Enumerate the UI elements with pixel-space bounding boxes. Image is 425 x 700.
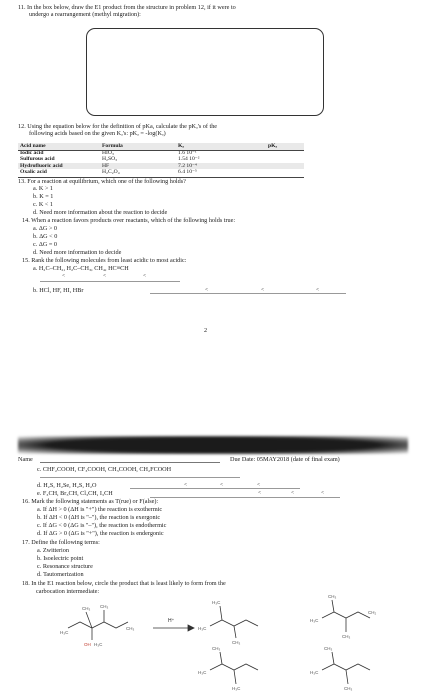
q16-option-a[interactable]: a. If ΔH > 0 (ΔH is "+") the reaction is exothermic xyxy=(37,506,163,513)
q14-stem: 14. When a reaction favors products over reactants, which of the following holds true: xyxy=(22,217,236,224)
rank-sign: < xyxy=(184,482,188,488)
table-cell: HF xyxy=(102,162,110,169)
q17-term-a: a. Zwitterion xyxy=(37,547,69,554)
table-cell: 1.54 10⁻² xyxy=(178,156,200,163)
q12-line1: 12. Using the equation below for the definition of pKa, calculate the pKₐ's of the xyxy=(18,123,218,130)
q15-option-d: d. H₂S, H₂Se, H₂S, H₂O xyxy=(37,482,97,489)
acid-table xyxy=(18,143,304,176)
q11-line1: 11. In the box below, draw the E1 product from the structure in problem 12, if it were to xyxy=(18,4,236,11)
q15-option-b: b. HCl, HF, HI, HBr xyxy=(33,287,84,294)
q13-option-c[interactable]: c. K < 1 xyxy=(33,201,53,208)
q15-option-e: e. F₃CH, Br₃CH, Cl₃CH, I₃CH xyxy=(37,490,113,497)
q15-stem: 15. Rank the following molecules from least acidic to most acidic: xyxy=(22,257,187,264)
label-ch3: CH₃ xyxy=(328,594,337,599)
label-oh: OH xyxy=(84,642,91,647)
table-cell: H₂C₂O₄ xyxy=(102,169,120,176)
label-ch3: CH₃ xyxy=(344,686,353,691)
rank-sign: < xyxy=(291,490,295,496)
table-cell[interactable] xyxy=(266,156,304,163)
redaction-bar xyxy=(18,436,408,454)
table-cell: Oxalic acid xyxy=(20,169,47,176)
table-header: Kₐ xyxy=(178,143,184,149)
q16-option-d[interactable]: d. If ΔG > 0 (ΔG is "+"), the reaction is endergonic xyxy=(37,530,164,537)
answer-line[interactable] xyxy=(150,497,340,498)
q18-line2: carbocation intermediate: xyxy=(36,588,100,595)
rank-sign: < xyxy=(143,273,147,279)
name-label: Name xyxy=(18,456,33,463)
label-h3c: H₃C xyxy=(232,686,241,691)
answer-line[interactable] xyxy=(40,477,240,478)
table-row xyxy=(18,163,304,170)
rank-sign: < xyxy=(62,273,66,279)
table-cell: HIO₃ xyxy=(102,149,114,156)
table-cell: 1.6 10⁻¹ xyxy=(178,149,197,156)
label-ch3: CH₃ xyxy=(100,604,109,609)
rank-sign: < xyxy=(321,490,325,496)
q15-option-c: c. CHF₂COOH, CF₃COOH, CH₃COOH, CH₂FCOOH xyxy=(37,466,172,473)
label-ch3: CH₃ xyxy=(126,626,135,631)
page-number: 2 xyxy=(204,327,208,334)
table-cell: 7.2 10⁻⁴ xyxy=(178,162,197,169)
table-header-row xyxy=(18,143,304,150)
label-ch3: CH₃ xyxy=(232,640,241,645)
table-cell: H₂SO₃ xyxy=(102,156,118,163)
table-cell[interactable] xyxy=(266,169,304,176)
q13-option-d[interactable]: d. Need more information about the reaction to decide xyxy=(33,209,168,216)
label-ch3: CH₃ xyxy=(212,646,221,651)
rank-sign: < xyxy=(205,287,209,293)
q16-stem: 16. Mark the following statements as T(rue) or F(alse): xyxy=(22,498,159,505)
table-rule xyxy=(18,150,304,151)
label-h3c: H₃C xyxy=(60,630,69,635)
rank-sign: < xyxy=(258,490,262,496)
table-header: Acid name xyxy=(20,143,46,149)
q14-option-a[interactable]: a. ΔG > 0 xyxy=(33,225,57,232)
label-h3c: H₃C xyxy=(310,618,319,623)
reactant-bonds xyxy=(68,622,128,628)
q17-term-b: b. Isoelectric point xyxy=(37,555,84,562)
rank-sign: < xyxy=(257,482,261,488)
q15-option-a: a. H₂C–CH₂, H₂C–CH₃, CH₄, HC≡CH xyxy=(33,265,129,272)
e1-reaction-scheme xyxy=(60,594,410,698)
table-header: Formula xyxy=(102,143,123,149)
table-cell: Iodic acid xyxy=(20,149,44,156)
q13-stem: 13. For a reaction at equilibrium, which one of the following holds? xyxy=(18,178,186,185)
q12-line2: following acids based on the given Kₐ's: pKₐ = -log(Kₐ) xyxy=(29,130,166,137)
rank-sign: < xyxy=(316,287,320,293)
table-cell: Sulfurous acid xyxy=(20,156,55,163)
q13-option-b[interactable]: b. K = 1 xyxy=(33,193,54,200)
due-date: Due Date: 05MAY2018 (date of final exam) xyxy=(230,456,340,463)
label-ch3: CH₃ xyxy=(82,606,91,611)
q16-option-c[interactable]: c. If ΔG < 0 (ΔG is "–"), the reaction is endothermic xyxy=(37,522,167,529)
q18-line1: 18. In the E1 reaction below, circle the product that is least likely to form from the xyxy=(22,580,226,587)
label-h3c: H₃C xyxy=(198,626,207,631)
q11-line2: undergo a rearrangement (methyl migration): xyxy=(29,11,141,18)
label-ch3: CH₃ xyxy=(324,646,333,651)
q14-option-c[interactable]: c. ΔG = 0 xyxy=(33,241,57,248)
q17-term-c: c. Resonance structure xyxy=(37,563,93,570)
table-cell: 6.4 10⁻⁵ xyxy=(178,169,197,176)
label-h3c: H₃C xyxy=(198,670,207,675)
q13-option-a[interactable]: a. K > 1 xyxy=(33,185,53,192)
q16-option-b[interactable]: b. If ΔH < 0 (ΔH is "–"), the reaction is exergonic xyxy=(37,514,161,521)
name-line[interactable] xyxy=(40,462,220,463)
q17-stem: 17. Define the following terms: xyxy=(22,539,100,546)
label-ch3: CH₃ xyxy=(342,634,351,639)
label-h3c: H₃C xyxy=(212,600,221,605)
reagent-label: H⁺ xyxy=(168,618,175,624)
q14-option-b[interactable]: b. ΔG < 0 xyxy=(33,233,58,240)
q14-option-d[interactable]: d. Need more information to decide xyxy=(33,249,122,256)
q17-term-d: d. Tautomerization xyxy=(37,571,84,578)
label-ch2: CH₂ xyxy=(368,610,377,615)
label-h3c: H₃C xyxy=(94,642,103,647)
rank-sign: < xyxy=(103,273,107,279)
label-h3c: H₃C xyxy=(310,670,319,675)
rank-sign: < xyxy=(220,482,224,488)
table-row xyxy=(18,156,304,163)
table-cell[interactable] xyxy=(266,163,304,170)
rank-sign: < xyxy=(261,287,265,293)
answer-line[interactable] xyxy=(150,293,346,294)
table-header: pKₐ xyxy=(268,143,278,149)
answer-line[interactable] xyxy=(40,281,180,282)
answer-box[interactable] xyxy=(86,28,324,116)
answer-line[interactable] xyxy=(130,488,300,489)
table-cell: Hydrofluoric acid xyxy=(20,162,63,169)
table-row xyxy=(18,169,304,176)
